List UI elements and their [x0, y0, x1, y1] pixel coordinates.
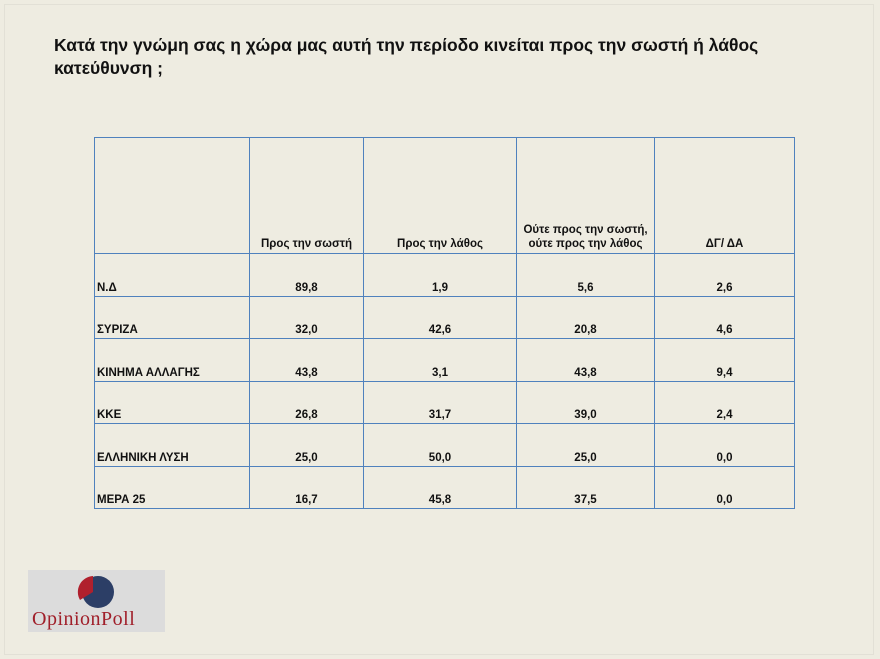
table-row: [95, 339, 795, 382]
value-cell: 31,7: [364, 381, 517, 424]
value-cell: 50,0: [364, 424, 517, 467]
value-cell: 2,4: [655, 381, 795, 424]
header-cell: [95, 138, 250, 254]
value-cell: 1,9: [364, 254, 517, 297]
party-cell: ΚΙΝΗΜΑ ΑΛΛΑΓΗΣ: [95, 339, 250, 382]
value-cell: 25,0: [250, 424, 364, 467]
value-cell: 4,6: [655, 296, 795, 339]
header-cell: Ούτε προς την σωστή, ούτε προς την λάθος: [517, 138, 655, 254]
party-cell: Ν.Δ: [95, 254, 250, 297]
value-cell: 3,1: [364, 339, 517, 382]
table-header-row: [95, 138, 795, 254]
value-cell: 43,8: [517, 339, 655, 382]
table-row: [95, 254, 795, 297]
value-cell: 26,8: [250, 381, 364, 424]
table-row: [95, 424, 795, 467]
table-row: [95, 381, 795, 424]
value-cell: 5,6: [517, 254, 655, 297]
value-cell: 0,0: [655, 424, 795, 467]
value-cell: 32,0: [250, 296, 364, 339]
opinionpoll-logo: [28, 570, 165, 632]
value-cell: 9,4: [655, 339, 795, 382]
value-cell: 2,6: [655, 254, 795, 297]
logo-circle-icon: [74, 573, 118, 609]
header-cell: Προς την λάθος: [364, 138, 517, 254]
results-table: [94, 137, 795, 509]
page-title: Κατά την γνώμη σας η χώρα μας αυτή την περίοδο κινείται προς την σωστή ή λάθος κατεύθυνση ;: [54, 35, 759, 78]
table-row: [95, 466, 795, 509]
value-cell: 89,8: [250, 254, 364, 297]
party-cell: ΚΚΕ: [95, 381, 250, 424]
value-cell: 0,0: [655, 466, 795, 509]
table-row: [95, 296, 795, 339]
value-cell: 42,6: [364, 296, 517, 339]
value-cell: 20,8: [517, 296, 655, 339]
logo-text: OpinionPoll: [32, 608, 136, 630]
value-cell: 43,8: [250, 339, 364, 382]
header-cell: Προς την σωστή: [250, 138, 364, 254]
party-cell: ΜΕΡΑ 25: [95, 466, 250, 509]
party-cell: ΕΛΛΗΝΙΚΗ ΛΥΣΗ: [95, 424, 250, 467]
value-cell: 25,0: [517, 424, 655, 467]
value-cell: 16,7: [250, 466, 364, 509]
value-cell: 45,8: [364, 466, 517, 509]
header-cell: ΔΓ/ ΔΑ: [655, 138, 795, 254]
party-cell: ΣΥΡΙΖΑ: [95, 296, 250, 339]
value-cell: 37,5: [517, 466, 655, 509]
value-cell: 39,0: [517, 381, 655, 424]
